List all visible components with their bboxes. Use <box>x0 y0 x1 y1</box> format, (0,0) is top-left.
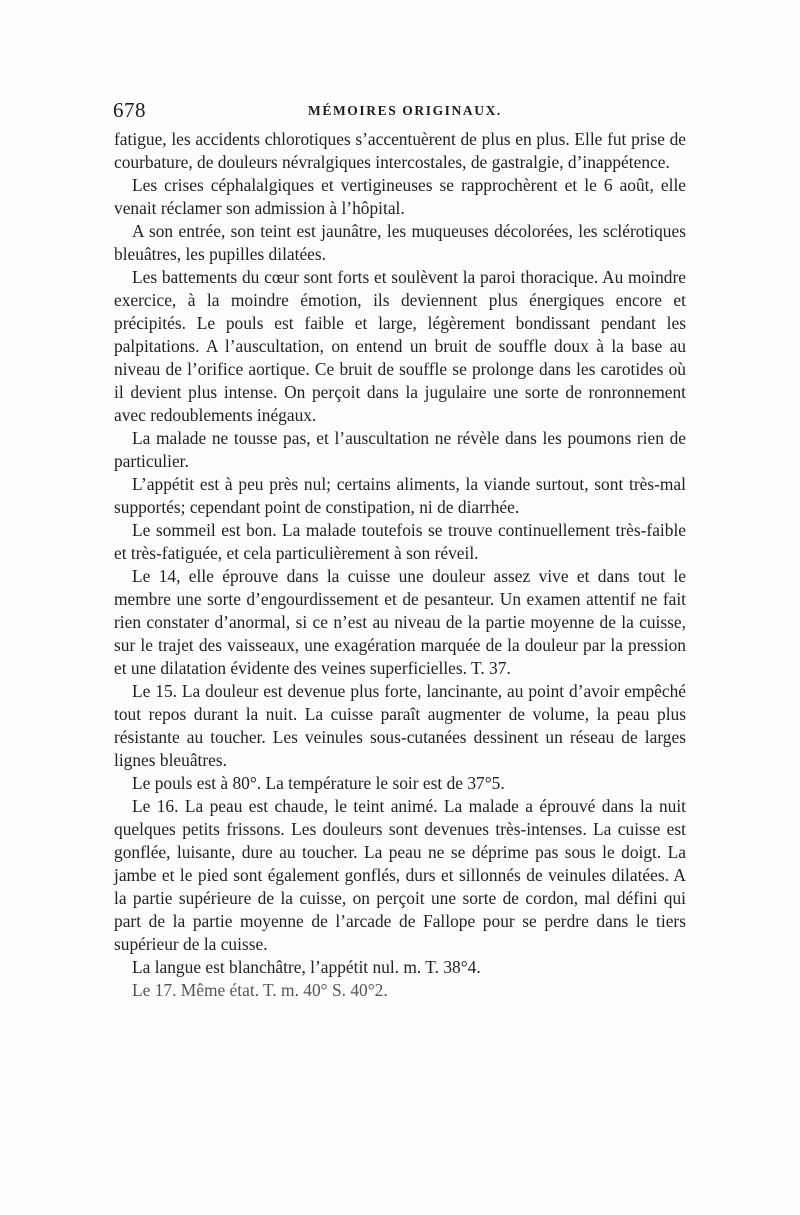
running-title: MÉMOIRES ORIGINAUX. <box>308 103 502 118</box>
paragraph: La langue est blanchâtre, l’appétit nul. m. T. 38°4. <box>132 957 481 977</box>
paragraph: Le sommeil est bon. La malade toutefois se trouve continuellement très-faible et très-fatiguée, et cela particulièrement à son réveil. <box>114 520 686 563</box>
paragraph: L’appétit est à peu près nul; certains aliments, la viande surtout, sont très-mal supportés; cependant point de constipation, ni de diarrhée. <box>114 474 686 517</box>
paragraph: La malade ne tousse pas, et l’auscultation ne révèle dans les poumons rien de particulier. <box>114 428 686 471</box>
paragraph: Les battements du cœur sont forts et soulèvent la paroi thoracique. Au moindre exercice, à la moindre émotion, ils deviennent plus énergiques encore et précipités. Le pouls est faible et large, légèrement bondissant pendant les palpitations. A l’auscultation, on entend un bruit de souffle doux à la base au niveau de l’orifice aortique. Ce bruit de souffle se prolonge dans les carotides où il devient plus intense. On perçoit dans la jugulaire une sorte de ronronnement avec redoublements inégaux. <box>114 267 686 425</box>
paragraph: Le pouls est à 80°. La température le soir est de 37°5. <box>132 773 505 793</box>
body-text <box>114 128 686 1002</box>
paragraph: Le 14, elle éprouve dans la cuisse une douleur assez vive et dans tout le membre une sorte d’engourdissement et de pesanteur. Un examen attentif ne fait rien constater d’anormal, si ce n’est au niveau de la partie moyenne de la cuisse, sur le trajet des vaisseaux, une exagération marquée de la douleur par la pression et une dilatation évidente des veines superficielles. T. 37. <box>114 566 686 678</box>
paragraph: Les crises céphalalgiques et vertigineuses se rapprochèrent et le 6 août, elle venait réclamer son admission à l’hôpital. <box>114 175 686 218</box>
page-number: 678 <box>113 98 146 122</box>
paragraph: Le 17. Même état. T. m. 40° S. 40°2. <box>132 980 388 1000</box>
paragraph: fatigue, les accidents chlorotiques s’accentuèrent de plus en plus. Elle fut prise de courbature, de douleurs névralgiques intercostales, de gastralgie, d’inappétence. <box>114 129 686 172</box>
paragraph: A son entrée, son teint est jaunâtre, les muqueuses décolorées, les sclérotiques bleuâtres, les pupilles dilatées. <box>114 221 686 264</box>
page-header <box>113 98 687 124</box>
paragraph: Le 15. La douleur est devenue plus forte, lancinante, au point d’avoir empêché tout repos durant la nuit. La cuisse paraît augmenter de volume, la peau plus résistante au toucher. Les veinules sous-cutanées dessinent un réseau de larges lignes bleuâtres. <box>114 681 686 770</box>
paragraph: Le 16. La peau est chaude, le teint animé. La malade a éprouvé dans la nuit quelques petits frissons. Les douleurs sont devenues très-intenses. La cuisse est gonflée, luisante, dure au toucher. La peau ne se déprime pas sous le doigt. La jambe et le pied sont également gonflés, durs et sillonnés de veinules dilatées. A la partie supérieure de la cuisse, on perçoit une sorte de cordon, mal défini qui part de la partie moyenne de l’arcade de Fallope pour se perdre dans le tiers supérieur de la cuisse. <box>114 796 686 954</box>
